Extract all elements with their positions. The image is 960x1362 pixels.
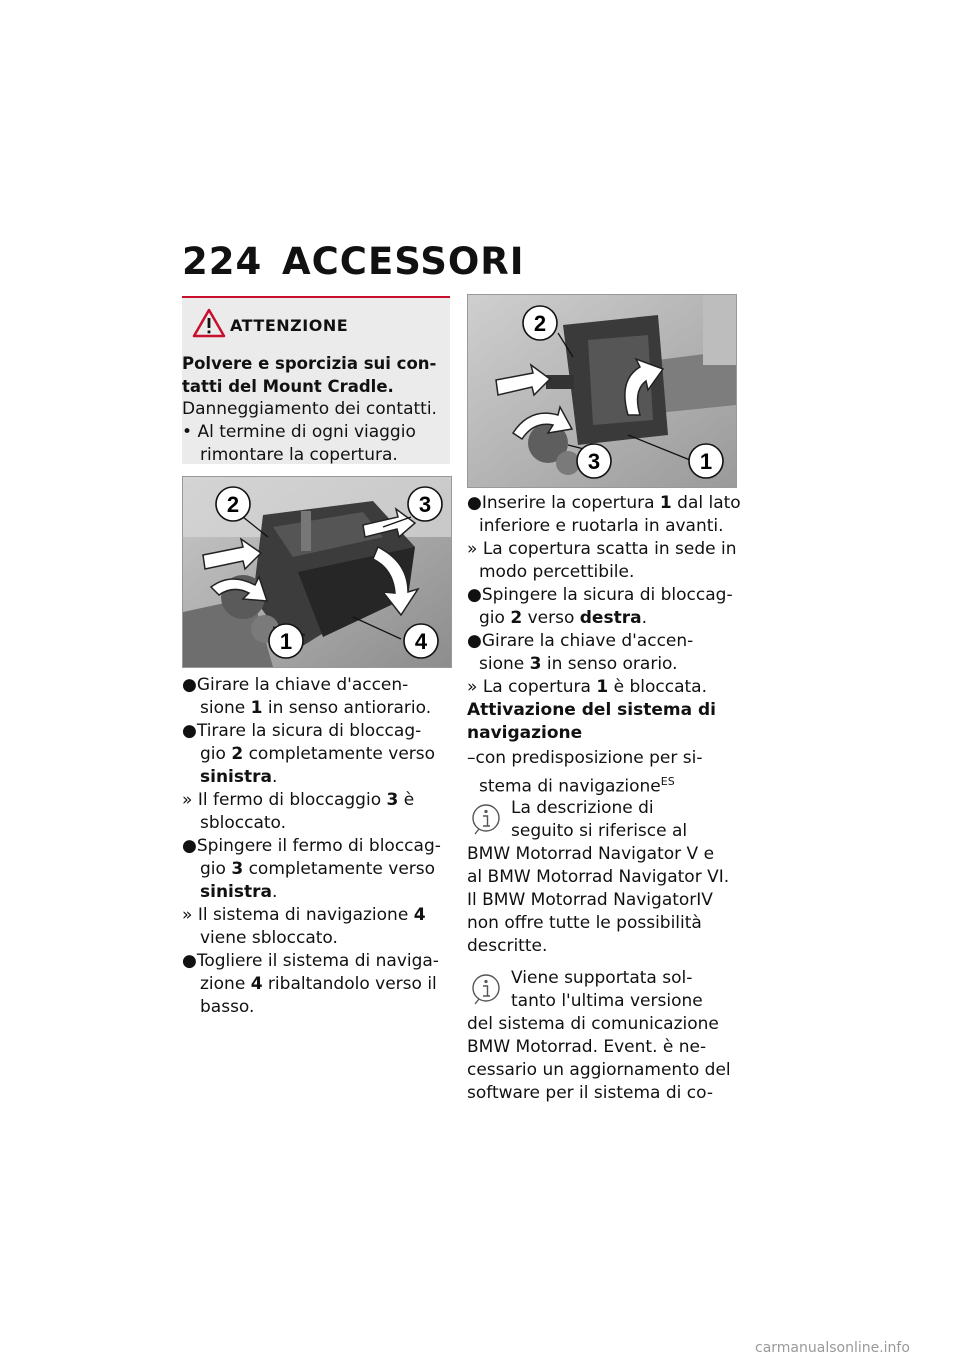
bullet-icon: ● — [467, 631, 482, 651]
step-item: ●Tirare la sicura di bloccag- gio 2 completamente verso sinistra. — [182, 721, 436, 787]
nav-section-heading-line2: navigazione — [467, 723, 583, 743]
callout-2 — [216, 487, 250, 521]
bullet-icon: ● — [182, 836, 197, 856]
figure-nav-removal — [182, 476, 452, 668]
step-item: ●Girare la chiave d'accen- sione 3 in senso orario. — [467, 631, 694, 674]
callout-1 — [269, 624, 303, 658]
warning-text — [182, 352, 450, 467]
nav-section-condition-line2: stema di navigazione$^{ES}$ — [479, 775, 675, 797]
figure-nav-removal-drawing — [183, 477, 451, 667]
nav-section-condition-line1: –con predisposizione per si- — [467, 748, 703, 768]
watermark: carmanualsonline.info — [755, 1340, 910, 1356]
svg-text:3: 3 — [587, 449, 601, 474]
callout-3 — [408, 487, 442, 521]
step-item: ●Spingere la sicura di bloccag- gio 2 verso destra. — [467, 585, 733, 628]
note-navigator-versions: La descrizione di seguito si riferisce al BMW Motorrad Navigator V e al BMW Motorrad Navigator VI. Il BMW Motorrad NavigatorIV non offre tutte le possibilità descritte. — [467, 798, 730, 956]
svg-text:3: 3 — [418, 492, 432, 517]
figure-cover-install-drawing — [468, 295, 736, 487]
page-number: 224 — [182, 240, 263, 283]
left-steps — [182, 674, 450, 1019]
svg-text:1: 1 — [699, 449, 713, 474]
page-header — [182, 240, 525, 283]
step-item: ●Spingere il fermo di bloccag- gio 3 completamente verso sinistra. — [182, 836, 441, 902]
bullet-icon: • — [182, 422, 198, 442]
result-item: » Il fermo di bloccaggio 3 è sbloccato. — [182, 790, 415, 833]
result-arrow-icon: » — [467, 539, 478, 559]
result-item: » La copertura 1 è bloccata. — [467, 677, 707, 697]
result-arrow-icon: » — [467, 677, 478, 697]
svg-text:1: 1 — [279, 629, 293, 654]
warning-heading-line2: tatti del Mount Cradle. — [182, 377, 394, 396]
result-item: » La copertura scatta in sede in modo percettibile. — [467, 539, 737, 582]
warning-triangle-icon — [192, 308, 226, 338]
note-communication-system: Viene supportata sol- tanto l'ultima versione del sistema di comunicazione BMW Motorrad. Event. è ne- cessario un aggiornamento del software per il sistema di co- — [467, 968, 731, 1103]
bullet-icon: ● — [182, 951, 197, 971]
result-item: » Il sistema di navigazione 4 viene sbloccato. — [182, 905, 426, 948]
svg-text:4: 4 — [414, 629, 428, 654]
result-arrow-icon: » — [182, 905, 193, 925]
step-item: ●Inserire la copertura 1 dal lato inferiore e ruotarla in avanti. — [467, 493, 741, 536]
callout-2 — [523, 306, 557, 340]
section-title: ACCESSORI — [282, 240, 525, 283]
callout-3 — [577, 444, 611, 478]
warning-consequence: Danneggiamento dei contatti. — [182, 399, 437, 419]
svg-text:2: 2 — [533, 311, 547, 336]
bullet-icon: ● — [182, 675, 197, 695]
callout-4 — [404, 624, 438, 658]
warning-title: ATTENZIONE — [230, 316, 349, 335]
bullet-icon: ● — [182, 721, 197, 741]
right-steps — [467, 492, 741, 699]
step-item: ●Girare la chiave d'accen- sione 1 in senso antiorario. — [182, 675, 432, 718]
bullet-icon: ● — [467, 585, 482, 605]
callout-1 — [689, 444, 723, 478]
nav-section — [467, 699, 737, 799]
warning-step-line1: • Al termine di ogni viaggio — [182, 422, 416, 442]
nav-section-heading-line1: Attivazione del sistema di — [467, 700, 717, 720]
figure-cover-install — [467, 294, 737, 488]
svg-text:2: 2 — [226, 492, 240, 517]
bullet-icon: ● — [467, 493, 482, 513]
step-item: ●Togliere il sistema di naviga- zione 4 ribaltandolo verso il basso. — [182, 951, 439, 1017]
warning-step-line2: rimontare la copertura. — [200, 445, 398, 465]
warning-heading-line1: Polvere e sporcizia sui con- — [182, 354, 437, 373]
result-arrow-icon: » — [182, 790, 193, 810]
equipment-code: ES — [660, 775, 675, 788]
